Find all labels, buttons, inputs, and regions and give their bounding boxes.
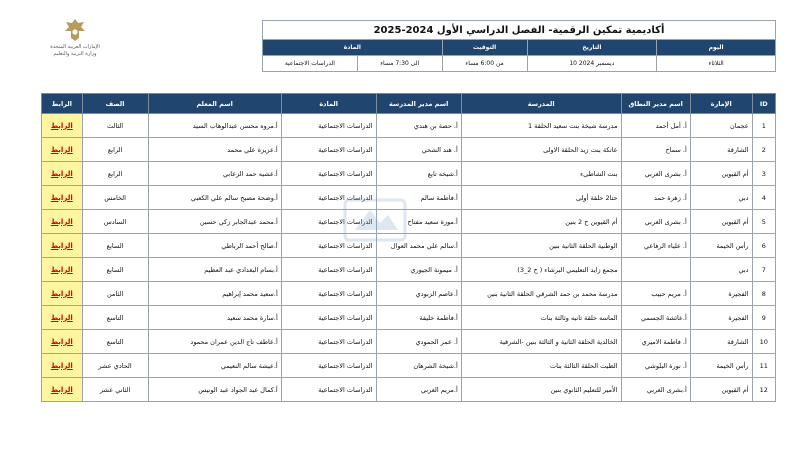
cell-emirate: أم القيوين [690, 378, 752, 402]
cell-subject: الدراسات الاجتماعية [281, 258, 376, 282]
link-cell [42, 306, 83, 330]
cell-school: مدرسة محمد بن حمد الشرقي الحلقة الثانية بنين [461, 282, 621, 306]
cell-subject: الدراسات الاجتماعية [281, 282, 376, 306]
link-cell [42, 378, 83, 402]
table-row [42, 138, 776, 162]
cell-zone-manager: أ. نورة البلوشي [621, 354, 690, 378]
cell-principal: أ.فاطمة خليفة [376, 306, 461, 330]
cell-emirate: عجمان [690, 114, 752, 138]
cell-emirate: رأس الخيمة [690, 354, 752, 378]
cell-grade: الثامن [82, 282, 148, 306]
cell-grade: الحادي عشر [82, 354, 148, 378]
cell-emirate: دبي [690, 186, 752, 210]
table-row [42, 378, 776, 402]
cell-school: مدرسة شيخة بنت سعيد الحلقة 1 [461, 114, 621, 138]
cell-principal: أ.عاصم الزبودي [376, 282, 461, 306]
cell-school: عاتكة بنت زيد الحلقة الاولى [461, 138, 621, 162]
table-row [42, 306, 776, 330]
table-header-row [42, 94, 776, 114]
cell-emirate: الفجيرة [690, 306, 752, 330]
cell-school: بنت الشاطىء [461, 162, 621, 186]
cell-principal: أ. هند الشحي [376, 138, 461, 162]
time-from-value: من 6:00 مساء [442, 56, 527, 72]
cell-school: الوطنية الحلقة الثانية بنين [461, 234, 621, 258]
cell-grade: السادس [82, 210, 148, 234]
session-info-table [262, 20, 776, 72]
cell-teacher: أ.سارة محمد سعيد [148, 306, 281, 330]
cell-principal: أ. ميمونة الجيوري [376, 258, 461, 282]
link-cell [42, 258, 83, 282]
date-label: التاريخ [527, 40, 657, 56]
col-grade: الصف [82, 94, 148, 114]
cell-id: 7 [752, 258, 775, 282]
cell-principal: أ.موزة سعيد مفتاح [376, 210, 461, 234]
col-zone-manager: اسم مدير النطاق [621, 94, 690, 114]
cell-school: الخالدية الحلقة الثانية و الثالثة بنين -الشرقية [461, 330, 621, 354]
cell-id: 4 [752, 186, 775, 210]
cell-subject: الدراسات الاجتماعية [281, 186, 376, 210]
cell-teacher: أ.عيشة سالم النعيمي [148, 354, 281, 378]
session-link[interactable]: الرابط [50, 385, 73, 394]
table-row [42, 282, 776, 306]
cell-id: 8 [752, 282, 775, 306]
cell-grade: السابع [82, 234, 148, 258]
link-cell [42, 138, 83, 162]
session-link[interactable]: الرابط [50, 313, 73, 322]
cell-teacher: أ.عزيزة علي محمد [148, 138, 281, 162]
table-row [42, 330, 776, 354]
cell-principal: أ.فاطمة سالم [376, 186, 461, 210]
cell-school: الظيت الحلقة الثالثة بنات [461, 354, 621, 378]
cell-school: الأمير للتعليم الثانوي بنين [461, 378, 621, 402]
ministry-line-2: وزارة التربية والتعليم [53, 51, 97, 57]
uae-ministry-emblem [30, 18, 120, 70]
cell-principal: أ. حصة بن هندي [376, 114, 461, 138]
link-cell [42, 210, 83, 234]
session-link[interactable]: الرابط [50, 193, 73, 202]
cell-subject: الدراسات الاجتماعية [281, 114, 376, 138]
table-row [42, 162, 776, 186]
cell-grade: الرابع [82, 162, 148, 186]
cell-id: 11 [752, 354, 775, 378]
cell-id: 3 [752, 162, 775, 186]
cell-subject: الدراسات الاجتماعية [281, 210, 376, 234]
session-link[interactable]: الرابط [50, 121, 73, 130]
cell-teacher: أ.مروه محسن عبدالوهاب السيد [148, 114, 281, 138]
cell-grade: السابع [82, 258, 148, 282]
cell-emirate: الشارقة [690, 330, 752, 354]
cell-zone-manager: أ. مريم حبيب [621, 282, 690, 306]
page-title: أكاديمية تمكين الرقمية- الفصل الدراسي الأول 2024-2025 [263, 21, 776, 40]
cell-principal: أ.سالم علي محمد العوال [376, 234, 461, 258]
cell-principal: أ.مريم الغربي [376, 378, 461, 402]
cell-emirate: أم القيوين [690, 210, 752, 234]
cell-emirate: دبي [690, 258, 752, 282]
cell-grade: التاسع [82, 330, 148, 354]
cell-principal: أ. عمر الحمودي [376, 330, 461, 354]
link-cell [42, 354, 83, 378]
cell-id: 9 [752, 306, 775, 330]
session-link[interactable]: الرابط [50, 265, 73, 274]
session-link[interactable]: الرابط [50, 289, 73, 298]
cell-subject: الدراسات الاجتماعية [281, 354, 376, 378]
cell-school: مجمع زايد التعليمي البرشاء ( ح 2_3) [461, 258, 621, 282]
col-subject: المادة [281, 94, 376, 114]
cell-zone-manager: أ. علياء الرفاعي [621, 234, 690, 258]
cell-grade: الثالث [82, 114, 148, 138]
table-row [42, 354, 776, 378]
cell-school: الماسه حلقة ثانيه وثالثة بنات [461, 306, 621, 330]
cell-zone-manager: أ. فاطمة الاميري [621, 330, 690, 354]
cell-teacher: أ.وضحة مصبح سالم علي الكعبي [148, 186, 281, 210]
cell-teacher: أ.كمال عبد الجواد عبد الونيس [148, 378, 281, 402]
session-link[interactable]: الرابط [50, 361, 73, 370]
cell-emirate: رأس الخيمة [690, 234, 752, 258]
link-cell [42, 186, 83, 210]
cell-grade: الثاني عشر [82, 378, 148, 402]
cell-emirate: أم القيوين [690, 162, 752, 186]
falcon-emblem-icon [64, 18, 86, 42]
cell-teacher: أ.عاطف تاج الدين عمران محمود [148, 330, 281, 354]
cell-id: 10 [752, 330, 775, 354]
cell-teacher: أ.محمد عبدالجابر زكي حسين [148, 210, 281, 234]
session-link[interactable]: الرابط [50, 217, 73, 226]
col-school: المدرسة [461, 94, 621, 114]
col-principal: اسم مدير المدرسة [376, 94, 461, 114]
cell-id: 5 [752, 210, 775, 234]
cell-school: أم القيوين ح 2 بنين [461, 210, 621, 234]
cell-zone-manager [621, 258, 690, 282]
cell-subject: الدراسات الاجتماعية [281, 306, 376, 330]
link-cell [42, 114, 83, 138]
session-link[interactable]: الرابط [50, 169, 73, 178]
ministry-line-1: الإمارات العربية المتحدة [50, 44, 100, 50]
time-label: التوقيت [442, 40, 527, 56]
cell-subject: الدراسات الاجتماعية [281, 138, 376, 162]
subject-label: المادة [263, 40, 443, 56]
cell-grade: التاسع [82, 306, 148, 330]
day-value: الثلاثاء [657, 56, 776, 72]
watermark-logo-icon [340, 195, 410, 255]
cell-zone-manager: أ.بشرى الغربي [621, 378, 690, 402]
cell-teacher: أ.بسام البغدادي عبد العظيم [148, 258, 281, 282]
cell-grade: الخامس [82, 186, 148, 210]
cell-zone-manager: أ. زهرة حمد [621, 186, 690, 210]
session-link[interactable]: الرابط [50, 241, 73, 250]
col-teacher: اسم المعلم [148, 94, 281, 114]
link-cell [42, 330, 83, 354]
table-row [42, 114, 776, 138]
cell-subject: الدراسات الاجتماعية [281, 234, 376, 258]
cell-id: 12 [752, 378, 775, 402]
cell-emirate: الشارقة [690, 138, 752, 162]
cell-zone-manager: أ. بشرى الغربي [621, 162, 690, 186]
cell-grade: الرابع [82, 138, 148, 162]
link-cell [42, 282, 83, 306]
day-label: اليوم [657, 40, 776, 56]
subject-value: الدراسات الاجتماعية [263, 56, 358, 72]
cell-teacher: أ.سعيد محمد إبراهيم [148, 282, 281, 306]
cell-zone-manager: أ.عائشة الجسمي [621, 306, 690, 330]
cell-principal: أ.شيخه تايع [376, 162, 461, 186]
link-cell [42, 234, 83, 258]
cell-subject: الدراسات الاجتماعية [281, 330, 376, 354]
cell-subject: الدراسات الاجتماعية [281, 378, 376, 402]
ministry-name [30, 44, 120, 58]
session-link[interactable]: الرابط [50, 145, 73, 154]
cell-teacher: أ.عشيه حمد الزعابي [148, 162, 281, 186]
col-emirate: الإمارة [690, 94, 752, 114]
cell-zone-manager: أ. بشرى الغربي [621, 210, 690, 234]
cell-subject: الدراسات الاجتماعية [281, 162, 376, 186]
cell-teacher: أ.صالح أحمد الرباطي [148, 234, 281, 258]
col-link: الرابط [42, 94, 83, 114]
cell-zone-manager: أ. أمل أحمد [621, 114, 690, 138]
table-row [42, 258, 776, 282]
cell-emirate: الفجيرة [690, 282, 752, 306]
cell-id: 1 [752, 114, 775, 138]
cell-id: 2 [752, 138, 775, 162]
cell-zone-manager: أ. سماح [621, 138, 690, 162]
cell-id: 6 [752, 234, 775, 258]
session-link[interactable]: الرابط [50, 337, 73, 346]
cell-school: حتا2 حلقة أولى [461, 186, 621, 210]
link-cell [42, 162, 83, 186]
cell-principal: أ.شيخة الشرهان [376, 354, 461, 378]
col-id: ID [752, 94, 775, 114]
date-value: 10 ديسمبر 2024 [527, 56, 657, 72]
time-to-value: الى 7:30 مساء [357, 56, 442, 72]
